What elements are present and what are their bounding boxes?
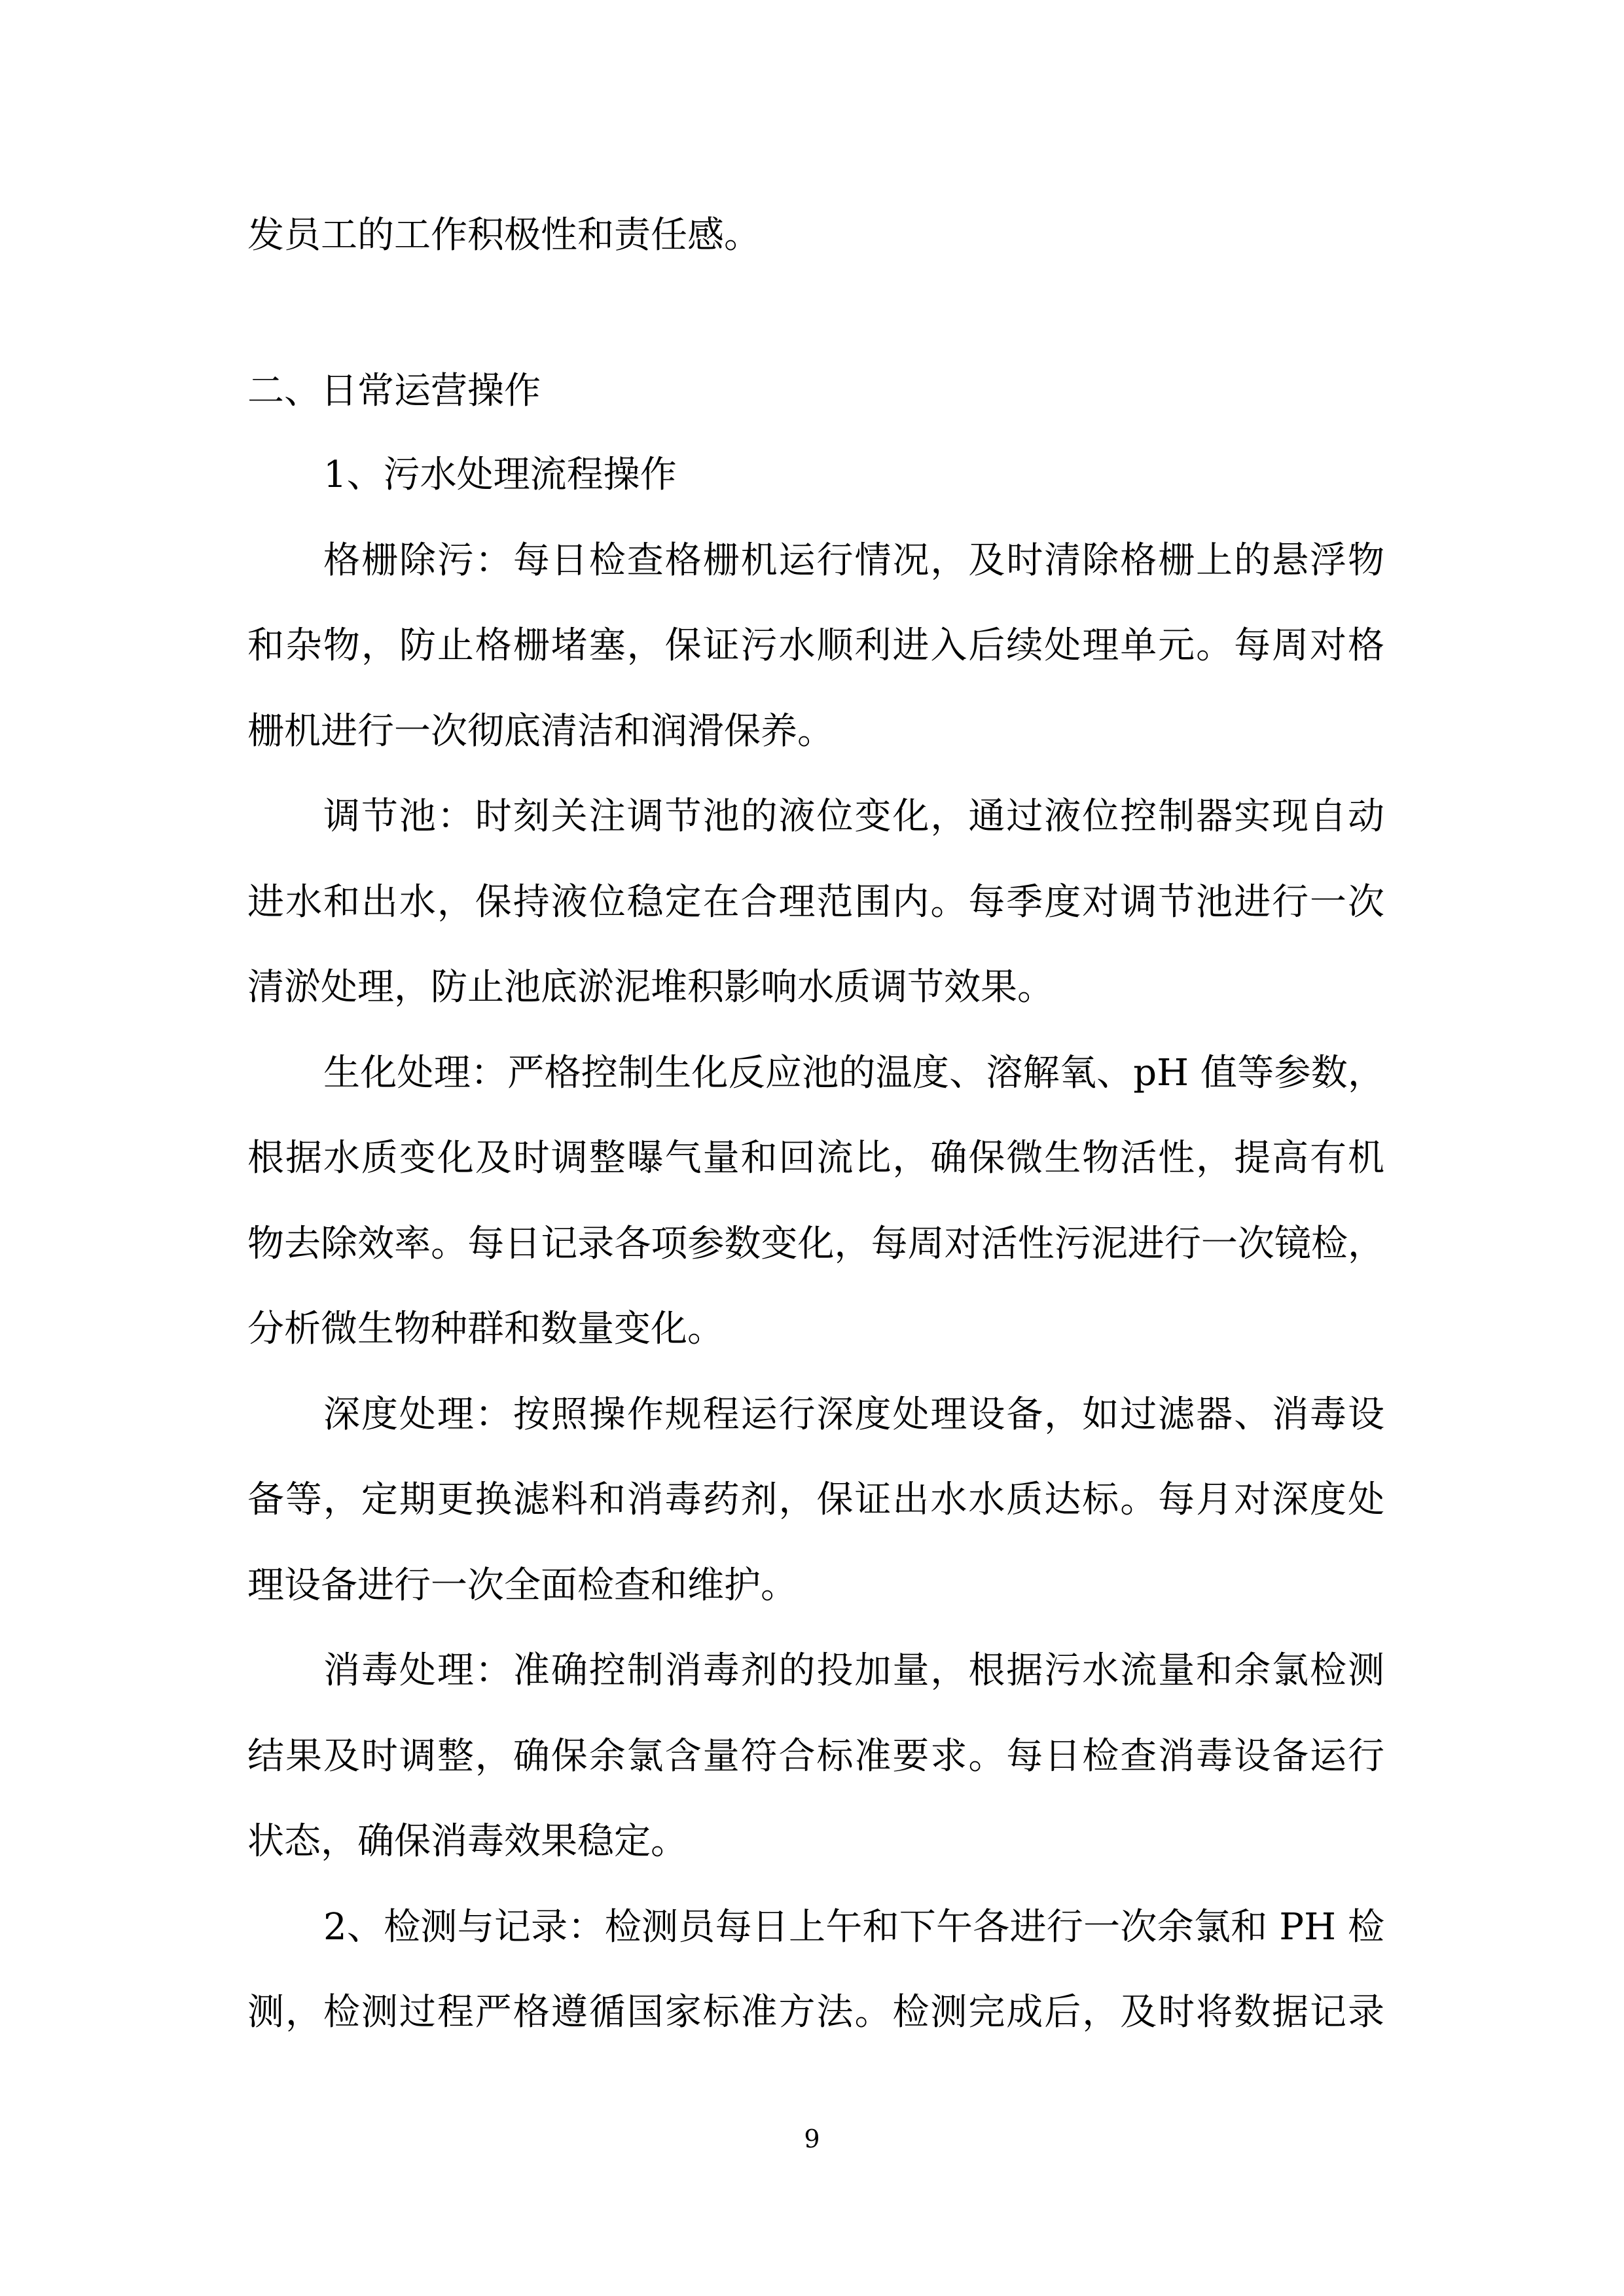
text-line: 生化处理：严格控制生化反应池的温度、溶解氧、pH 值等参数， bbox=[323, 1051, 1384, 1094]
text-line: 状态，确保消毒效果稳定。 bbox=[247, 1820, 687, 1863]
text-line: 物去除效率。每日记录各项参数变化，每周对活性污泥进行一次镜检， bbox=[247, 1222, 1384, 1265]
text-line: 进水和出水，保持液位稳定在合理范围内。每季度对调节池进行一次 bbox=[247, 880, 1384, 924]
text-line: 栅机进行一次彻底清洁和润滑保养。 bbox=[247, 709, 834, 753]
text-line: 根据水质变化及时调整曝气量和回流比，确保微生物活性，提高有机 bbox=[247, 1137, 1384, 1179]
page-number: 9 bbox=[804, 2125, 820, 2153]
text-line: 格栅除污：每日检查格栅机运行情况，及时清除格栅上的悬浮物 bbox=[323, 539, 1384, 582]
text-line: 和杂物，防止格栅堵塞，保证污水顺利进入后续处理单元。每周对格 bbox=[247, 624, 1384, 667]
text-line: 备等，定期更换滤料和消毒药剂，保证出水水质达标。每月对深度处 bbox=[247, 1479, 1384, 1521]
text-line: 结果及时调整，确保余氯含量符合标准要求。每日检查消毒设备运行 bbox=[247, 1734, 1384, 1778]
text-line: 理设备进行一次全面检查和维护。 bbox=[247, 1564, 797, 1607]
text-line: 2、检测与记录：检测员每日上午和下午各进行一次余氯和 PH 检 bbox=[323, 1905, 1384, 1948]
text-line: 测，检测过程严格遵循国家标准方法。检测完成后，及时将数据记录 bbox=[247, 1991, 1384, 2034]
text-line: 1、污水处理流程操作 bbox=[323, 454, 677, 496]
text-line: 发员工的工作积极性和责任感。 bbox=[247, 214, 761, 257]
section-heading: 二、日常运营操作 bbox=[247, 370, 541, 412]
text-line: 调节池：时刻关注调节池的液位变化，通过液位控制器实现自动 bbox=[323, 795, 1384, 838]
text-line: 深度处理：按照操作规程运行深度处理设备，如过滤器、消毒设 bbox=[323, 1393, 1384, 1436]
text-line: 分析微生物种群和数量变化。 bbox=[247, 1308, 724, 1350]
text-line: 消毒处理：准确控制消毒剂的投加量，根据污水流量和余氯检测 bbox=[323, 1649, 1384, 1692]
text-line: 清淤处理，防止池底淤泥堆积影响水质调节效果。 bbox=[247, 966, 1054, 1009]
